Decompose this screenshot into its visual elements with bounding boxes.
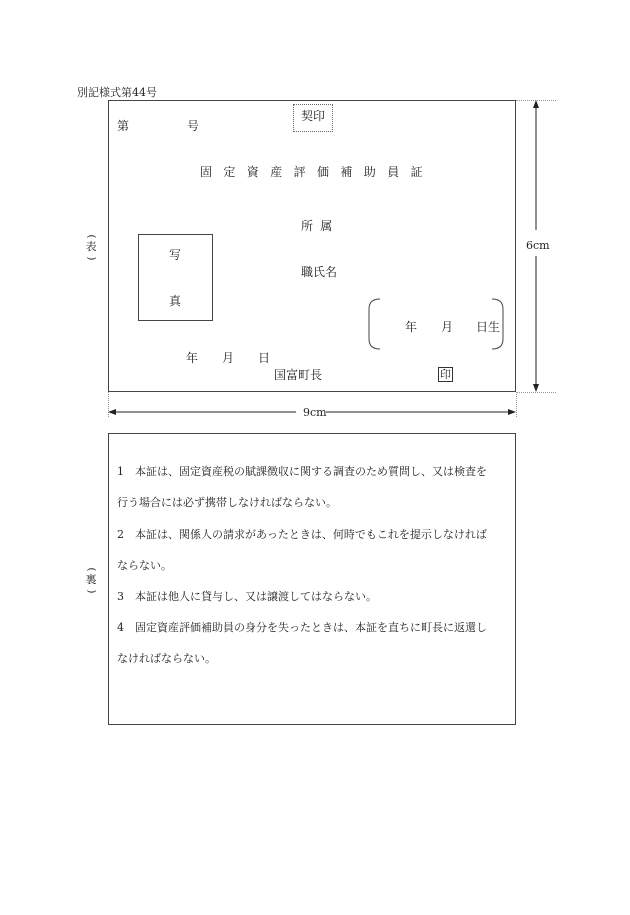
official-stamp-box	[438, 367, 453, 382]
name-label: 職氏名	[301, 265, 338, 279]
issue-day-label: 日	[258, 351, 271, 365]
birth-day-label: 日生	[476, 320, 501, 334]
affiliation-label: 所属	[301, 219, 340, 233]
number-prefix: 第	[117, 119, 130, 133]
birth-month-label: 月	[441, 320, 454, 334]
note-3-line-1: 3 本証は他人に貸与し、又は譲渡してはならない。	[117, 590, 377, 603]
birth-year-label: 年	[405, 320, 418, 334]
photo-label-top: 写	[169, 248, 182, 262]
note-4-line-2: なければならない。	[117, 652, 216, 665]
width-dimension-label: 9cm	[303, 406, 327, 419]
note-1-line-1: 1 本証は、固定資産税の賦課徴収に関する調査のため質問し、又は検査を	[117, 465, 487, 478]
dimension-guide-right	[516, 392, 517, 417]
tally-seal-label: 契印	[301, 109, 326, 123]
photo-label-bottom: 真	[169, 294, 182, 308]
note-2-line-2: ならない。	[117, 559, 172, 572]
issue-year-label: 年	[186, 351, 199, 365]
issuer-name: 国富町長	[274, 368, 323, 382]
card-title: 固定資産評価補助員証	[200, 165, 435, 179]
height-dimension-label: 6cm	[526, 239, 550, 252]
form-number-title: 別記様式第44号	[77, 86, 157, 99]
note-2-line-1: 2 本証は、関係人の請求があったときは、何時でもこれを提示しなければ	[117, 528, 487, 541]
number-suffix: 号	[187, 119, 200, 133]
note-1-line-2: 行う場合には必ず携帯しなければならない。	[117, 496, 337, 509]
back-side-label: ( 裏 )	[85, 567, 97, 594]
stamp-char: 印	[440, 368, 451, 381]
dimension-guide-bottom	[516, 392, 556, 393]
front-side-label: ( 表 )	[85, 234, 97, 261]
note-4-line-1: 4 固定資産評価補助員の身分を失ったときは、本証を直ちに町長に返還し	[117, 621, 487, 634]
issue-month-label: 月	[222, 351, 235, 365]
